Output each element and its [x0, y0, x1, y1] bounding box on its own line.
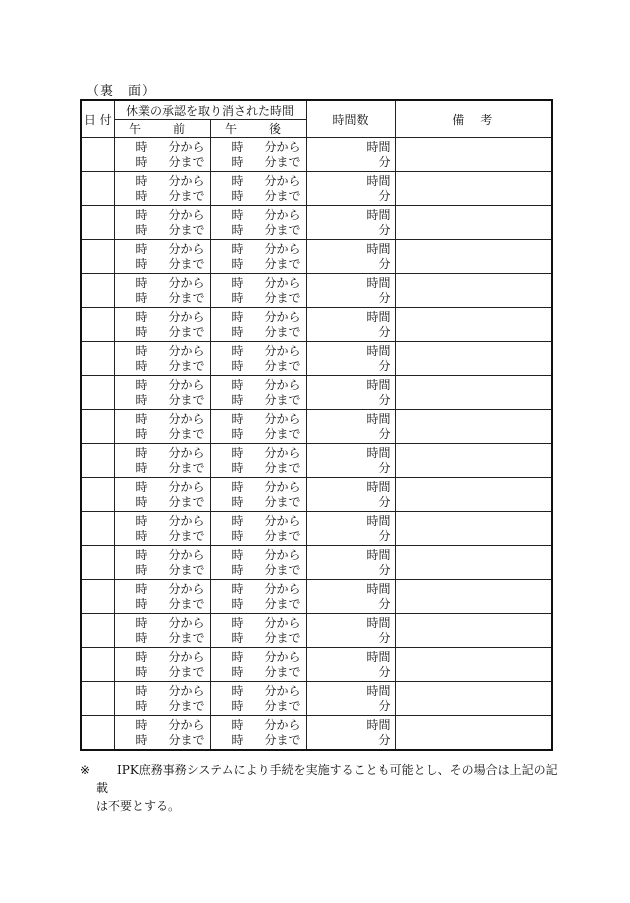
hours-cell[interactable] [306, 682, 395, 716]
date-cell[interactable] [81, 546, 114, 580]
minutes-unit-label: 分 [378, 392, 391, 407]
hours-cell[interactable] [306, 410, 395, 444]
am-end-minute-label: 分まで [168, 188, 205, 203]
pm-end-minute-label: 分まで [264, 630, 301, 645]
pm-start-minute-label: 分から [264, 173, 301, 188]
am-time-cell[interactable] [114, 478, 210, 512]
pm-end-minute-label: 分まで [264, 460, 301, 475]
am-end-minute-label: 分まで [168, 324, 205, 339]
pm-start-minute-label: 分から [264, 649, 301, 664]
am-start-minute-label: 分から [168, 445, 205, 460]
table-row [81, 478, 552, 512]
minutes-unit-label: 分 [378, 256, 391, 271]
pm-time-cell[interactable] [210, 478, 306, 512]
date-cell[interactable] [81, 648, 114, 682]
hours-unit-label: 時間 [366, 547, 391, 562]
minutes-unit-label: 分 [378, 664, 391, 679]
table-row [81, 580, 552, 614]
pm-end-hour-label: 時 [231, 222, 244, 237]
am-end-minute-label: 分まで [168, 698, 205, 713]
pm-start-minute-label: 分から [264, 513, 301, 528]
am-end-hour-label: 時 [135, 596, 148, 611]
pm-end-minute-label: 分まで [264, 426, 301, 441]
am-time-cell[interactable] [114, 614, 210, 648]
am-start-minute-label: 分から [168, 377, 205, 392]
footnote-line-2: は不要とする。 [96, 799, 181, 813]
pm-end-minute-label: 分まで [264, 596, 301, 611]
pm-time-cell[interactable] [210, 410, 306, 444]
minutes-unit-label: 分 [378, 222, 391, 237]
hours-unit-label: 時間 [366, 683, 391, 698]
notes-cell[interactable] [395, 614, 552, 648]
pm-end-minute-label: 分まで [264, 188, 301, 203]
notes-cell[interactable] [395, 580, 552, 614]
hours-cell[interactable] [306, 138, 395, 172]
hours-cell[interactable] [306, 172, 395, 206]
am-end-hour-label: 時 [135, 460, 148, 475]
pm-start-minute-label: 分から [264, 479, 301, 494]
am-end-minute-label: 分まで [168, 562, 205, 577]
date-cell[interactable] [81, 478, 114, 512]
am-time-cell[interactable] [114, 172, 210, 206]
hours-unit-label: 時間 [366, 241, 391, 256]
am-end-minute-label: 分まで [168, 596, 205, 611]
minutes-unit-label: 分 [378, 732, 391, 747]
pm-start-hour-label: 時 [231, 411, 244, 426]
table-row [81, 172, 552, 206]
am-end-hour-label: 時 [135, 664, 148, 679]
am-start-hour-label: 時 [135, 139, 148, 154]
hours-unit-label: 時間 [366, 275, 391, 290]
am-start-minute-label: 分から [168, 343, 205, 358]
am-start-minute-label: 分から [168, 411, 205, 426]
notes-cell[interactable] [395, 648, 552, 682]
minutes-unit-label: 分 [378, 494, 391, 509]
hours-unit-label: 時間 [366, 309, 391, 324]
pm-end-minute-label: 分まで [264, 664, 301, 679]
am-end-hour-label: 時 [135, 358, 148, 373]
pm-end-minute-label: 分まで [264, 256, 301, 271]
am-end-hour-label: 時 [135, 528, 148, 543]
pm-start-minute-label: 分から [264, 241, 301, 256]
pm-start-hour-label: 時 [231, 479, 244, 494]
am-start-hour-label: 時 [135, 309, 148, 324]
hours-cell[interactable] [306, 274, 395, 308]
table-row [81, 512, 552, 546]
am-end-hour-label: 時 [135, 392, 148, 407]
pm-end-hour-label: 時 [231, 256, 244, 271]
am-time-cell[interactable] [114, 274, 210, 308]
am-end-minute-label: 分まで [168, 358, 205, 373]
am-start-hour-label: 時 [135, 343, 148, 358]
notes-cell[interactable] [395, 206, 552, 240]
pm-time-cell[interactable] [210, 172, 306, 206]
minutes-unit-label: 分 [378, 188, 391, 203]
pm-start-minute-label: 分から [264, 309, 301, 324]
pm-start-hour-label: 時 [231, 139, 244, 154]
date-cell[interactable] [81, 342, 114, 376]
hours-cell[interactable] [306, 614, 395, 648]
am-end-minute-label: 分まで [168, 732, 205, 747]
am-start-minute-label: 分から [168, 717, 205, 732]
date-cell[interactable] [81, 410, 114, 444]
am-start-hour-label: 時 [135, 479, 148, 494]
minutes-unit-label: 分 [378, 562, 391, 577]
am-time-cell[interactable] [114, 342, 210, 376]
notes-cell[interactable] [395, 274, 552, 308]
notes-cell[interactable] [395, 240, 552, 274]
minutes-unit-label: 分 [378, 290, 391, 305]
hours-unit-label: 時間 [366, 479, 391, 494]
table-row [81, 614, 552, 648]
pm-time-cell[interactable] [210, 580, 306, 614]
pm-end-minute-label: 分まで [264, 562, 301, 577]
am-start-minute-label: 分から [168, 207, 205, 222]
pm-time-cell[interactable] [210, 546, 306, 580]
hours-unit-label: 時間 [366, 139, 391, 154]
hours-cell[interactable] [306, 206, 395, 240]
notes-cell[interactable] [395, 172, 552, 206]
am-time-cell[interactable] [114, 546, 210, 580]
hours-cell[interactable] [306, 512, 395, 546]
hours-unit-label: 時間 [366, 649, 391, 664]
pm-start-minute-label: 分から [264, 207, 301, 222]
footnote-line-1: IPK庶務事務システムにより手続を実施することも可能とし、その場合は上記の記載 [96, 763, 558, 795]
pm-end-hour-label: 時 [231, 290, 244, 305]
am-start-hour-label: 時 [135, 649, 148, 664]
am-start-hour-label: 時 [135, 411, 148, 426]
pm-start-hour-label: 時 [231, 717, 244, 732]
am-end-hour-label: 時 [135, 630, 148, 645]
date-cell[interactable] [81, 172, 114, 206]
date-cell[interactable] [81, 240, 114, 274]
am-end-minute-label: 分まで [168, 256, 205, 271]
am-end-hour-label: 時 [135, 426, 148, 441]
hours-cell[interactable] [306, 308, 395, 342]
am-start-minute-label: 分から [168, 309, 205, 324]
pm-end-hour-label: 時 [231, 528, 244, 543]
header-date: 日 付 [81, 100, 114, 138]
am-end-minute-label: 分まで [168, 664, 205, 679]
am-start-minute-label: 分から [168, 139, 205, 154]
am-start-minute-label: 分から [168, 683, 205, 698]
pm-start-hour-label: 時 [231, 343, 244, 358]
notes-cell[interactable] [395, 308, 552, 342]
hours-unit-label: 時間 [366, 513, 391, 528]
minutes-unit-label: 分 [378, 460, 391, 475]
pm-end-hour-label: 時 [231, 732, 244, 747]
am-end-hour-label: 時 [135, 154, 148, 169]
header-cancelled-time: 休業の承認を取り消された時間 [114, 100, 306, 120]
pm-start-hour-label: 時 [231, 275, 244, 290]
pm-end-minute-label: 分まで [264, 324, 301, 339]
pm-end-minute-label: 分まで [264, 154, 301, 169]
am-end-minute-label: 分まで [168, 630, 205, 645]
am-start-minute-label: 分から [168, 547, 205, 562]
pm-start-hour-label: 時 [231, 207, 244, 222]
am-time-cell[interactable] [114, 444, 210, 478]
pm-start-minute-label: 分から [264, 683, 301, 698]
pm-time-cell[interactable] [210, 376, 306, 410]
hours-unit-label: 時間 [366, 411, 391, 426]
pm-time-cell[interactable] [210, 308, 306, 342]
pm-end-hour-label: 時 [231, 154, 244, 169]
pm-end-minute-label: 分まで [264, 528, 301, 543]
pm-start-hour-label: 時 [231, 445, 244, 460]
table-row [81, 410, 552, 444]
hours-unit-label: 時間 [366, 343, 391, 358]
hours-cell[interactable] [306, 240, 395, 274]
pm-end-hour-label: 時 [231, 630, 244, 645]
date-cell[interactable] [81, 614, 114, 648]
am-start-hour-label: 時 [135, 173, 148, 188]
hours-cell[interactable] [306, 478, 395, 512]
date-cell[interactable] [81, 682, 114, 716]
hours-cell[interactable] [306, 444, 395, 478]
header-am: 午 前 [114, 120, 210, 138]
pm-start-hour-label: 時 [231, 377, 244, 392]
pm-end-minute-label: 分まで [264, 732, 301, 747]
am-end-hour-label: 時 [135, 698, 148, 713]
pm-start-minute-label: 分から [264, 445, 301, 460]
hours-unit-label: 時間 [366, 615, 391, 630]
pm-end-minute-label: 分まで [264, 698, 301, 713]
pm-start-minute-label: 分から [264, 275, 301, 290]
table-row [81, 376, 552, 410]
pm-start-hour-label: 時 [231, 581, 244, 596]
am-time-cell[interactable] [114, 206, 210, 240]
notes-cell[interactable] [395, 512, 552, 546]
date-cell[interactable] [81, 444, 114, 478]
pm-start-hour-label: 時 [231, 547, 244, 562]
am-time-cell[interactable] [114, 376, 210, 410]
am-time-cell[interactable] [114, 138, 210, 172]
hours-cell[interactable] [306, 648, 395, 682]
table-row [81, 546, 552, 580]
pm-start-minute-label: 分から [264, 343, 301, 358]
notes-cell[interactable] [395, 444, 552, 478]
table-row [81, 308, 552, 342]
table-row [81, 716, 552, 751]
pm-end-hour-label: 時 [231, 358, 244, 373]
pm-time-cell[interactable] [210, 138, 306, 172]
notes-cell[interactable] [395, 138, 552, 172]
hours-cell[interactable] [306, 342, 395, 376]
date-cell[interactable] [81, 308, 114, 342]
am-start-minute-label: 分から [168, 513, 205, 528]
am-start-hour-label: 時 [135, 207, 148, 222]
table-row [81, 240, 552, 274]
date-cell[interactable] [81, 376, 114, 410]
am-end-hour-label: 時 [135, 494, 148, 509]
pm-start-hour-label: 時 [231, 513, 244, 528]
table-row [81, 648, 552, 682]
pm-end-minute-label: 分まで [264, 392, 301, 407]
pm-time-cell[interactable] [210, 206, 306, 240]
table-row [81, 342, 552, 376]
pm-start-hour-label: 時 [231, 615, 244, 630]
date-cell[interactable] [81, 580, 114, 614]
am-end-minute-label: 分まで [168, 222, 205, 237]
cancellation-table [80, 99, 553, 751]
hours-cell[interactable] [306, 546, 395, 580]
pm-end-hour-label: 時 [231, 494, 244, 509]
notes-cell[interactable] [395, 716, 552, 751]
notes-cell[interactable] [395, 410, 552, 444]
pm-start-hour-label: 時 [231, 173, 244, 188]
hours-unit-label: 時間 [366, 207, 391, 222]
notes-cell[interactable] [395, 682, 552, 716]
am-start-hour-label: 時 [135, 683, 148, 698]
pm-end-hour-label: 時 [231, 324, 244, 339]
am-end-minute-label: 分まで [168, 494, 205, 509]
hours-unit-label: 時間 [366, 173, 391, 188]
pm-time-cell[interactable] [210, 240, 306, 274]
pm-time-cell[interactable] [210, 274, 306, 308]
date-cell[interactable] [81, 274, 114, 308]
am-end-hour-label: 時 [135, 222, 148, 237]
side-label: （裏 面） [86, 84, 157, 99]
am-start-hour-label: 時 [135, 717, 148, 732]
am-start-hour-label: 時 [135, 377, 148, 392]
pm-time-cell[interactable] [210, 648, 306, 682]
hours-cell[interactable] [306, 580, 395, 614]
pm-time-cell[interactable] [210, 614, 306, 648]
table-row [81, 682, 552, 716]
minutes-unit-label: 分 [378, 528, 391, 543]
am-start-hour-label: 時 [135, 615, 148, 630]
am-end-hour-label: 時 [135, 290, 148, 305]
am-start-hour-label: 時 [135, 275, 148, 290]
am-end-hour-label: 時 [135, 324, 148, 339]
pm-time-cell[interactable] [210, 682, 306, 716]
pm-start-minute-label: 分から [264, 547, 301, 562]
pm-end-hour-label: 時 [231, 562, 244, 577]
minutes-unit-label: 分 [378, 154, 391, 169]
pm-start-hour-label: 時 [231, 309, 244, 324]
pm-end-minute-label: 分まで [264, 358, 301, 373]
pm-start-minute-label: 分から [264, 139, 301, 154]
pm-end-hour-label: 時 [231, 698, 244, 713]
am-end-hour-label: 時 [135, 256, 148, 271]
am-end-minute-label: 分まで [168, 426, 205, 441]
header-notes: 備 考 [395, 100, 552, 138]
am-end-hour-label: 時 [135, 732, 148, 747]
am-time-cell[interactable] [114, 648, 210, 682]
date-cell[interactable] [81, 138, 114, 172]
pm-start-minute-label: 分から [264, 717, 301, 732]
am-time-cell[interactable] [114, 580, 210, 614]
am-end-minute-label: 分まで [168, 528, 205, 543]
am-time-cell[interactable] [114, 410, 210, 444]
pm-time-cell[interactable] [210, 342, 306, 376]
hours-unit-label: 時間 [366, 717, 391, 732]
date-cell[interactable] [81, 206, 114, 240]
hours-cell[interactable] [306, 376, 395, 410]
pm-end-hour-label: 時 [231, 596, 244, 611]
notes-cell[interactable] [395, 376, 552, 410]
am-time-cell[interactable] [114, 682, 210, 716]
pm-end-hour-label: 時 [231, 188, 244, 203]
minutes-unit-label: 分 [378, 426, 391, 441]
minutes-unit-label: 分 [378, 324, 391, 339]
pm-end-minute-label: 分まで [264, 222, 301, 237]
date-cell[interactable] [81, 716, 114, 751]
pm-start-hour-label: 時 [231, 649, 244, 664]
am-end-hour-label: 時 [135, 188, 148, 203]
am-start-minute-label: 分から [168, 241, 205, 256]
pm-time-cell[interactable] [210, 716, 306, 751]
header-pm: 午 後 [210, 120, 306, 138]
am-time-cell[interactable] [114, 240, 210, 274]
am-start-hour-label: 時 [135, 581, 148, 596]
date-cell[interactable] [81, 512, 114, 546]
am-end-minute-label: 分まで [168, 154, 205, 169]
am-start-hour-label: 時 [135, 445, 148, 460]
am-end-minute-label: 分まで [168, 290, 205, 305]
pm-start-minute-label: 分から [264, 411, 301, 426]
minutes-unit-label: 分 [378, 698, 391, 713]
am-start-hour-label: 時 [135, 547, 148, 562]
am-start-minute-label: 分から [168, 649, 205, 664]
pm-end-hour-label: 時 [231, 664, 244, 679]
pm-end-minute-label: 分まで [264, 290, 301, 305]
hours-unit-label: 時間 [366, 581, 391, 596]
hours-unit-label: 時間 [366, 377, 391, 392]
pm-start-hour-label: 時 [231, 683, 244, 698]
am-start-hour-label: 時 [135, 241, 148, 256]
am-start-minute-label: 分から [168, 615, 205, 630]
am-start-hour-label: 時 [135, 513, 148, 528]
pm-end-hour-label: 時 [231, 460, 244, 475]
am-end-minute-label: 分まで [168, 392, 205, 407]
am-start-minute-label: 分から [168, 275, 205, 290]
minutes-unit-label: 分 [378, 596, 391, 611]
pm-end-minute-label: 分まで [264, 494, 301, 509]
am-start-minute-label: 分から [168, 581, 205, 596]
am-end-minute-label: 分まで [168, 460, 205, 475]
table-row [81, 274, 552, 308]
pm-time-cell[interactable] [210, 444, 306, 478]
notes-cell[interactable] [395, 546, 552, 580]
am-end-hour-label: 時 [135, 562, 148, 577]
table-row [81, 138, 552, 172]
table-row [81, 206, 552, 240]
hours-unit-label: 時間 [366, 445, 391, 460]
pm-time-cell[interactable] [210, 512, 306, 546]
pm-start-hour-label: 時 [231, 241, 244, 256]
pm-end-hour-label: 時 [231, 392, 244, 407]
minutes-unit-label: 分 [378, 630, 391, 645]
am-time-cell[interactable] [114, 716, 210, 751]
footnote-mark: ※ [80, 763, 91, 777]
am-time-cell[interactable] [114, 308, 210, 342]
notes-cell[interactable] [395, 478, 552, 512]
pm-start-minute-label: 分から [264, 615, 301, 630]
notes-cell[interactable] [395, 342, 552, 376]
am-start-minute-label: 分から [168, 173, 205, 188]
pm-start-minute-label: 分から [264, 377, 301, 392]
minutes-unit-label: 分 [378, 358, 391, 373]
header-hours: 時間数 [306, 100, 395, 138]
hours-cell[interactable] [306, 716, 395, 751]
pm-end-hour-label: 時 [231, 426, 244, 441]
table-row [81, 444, 552, 478]
pm-start-minute-label: 分から [264, 581, 301, 596]
am-start-minute-label: 分から [168, 479, 205, 494]
am-time-cell[interactable] [114, 512, 210, 546]
